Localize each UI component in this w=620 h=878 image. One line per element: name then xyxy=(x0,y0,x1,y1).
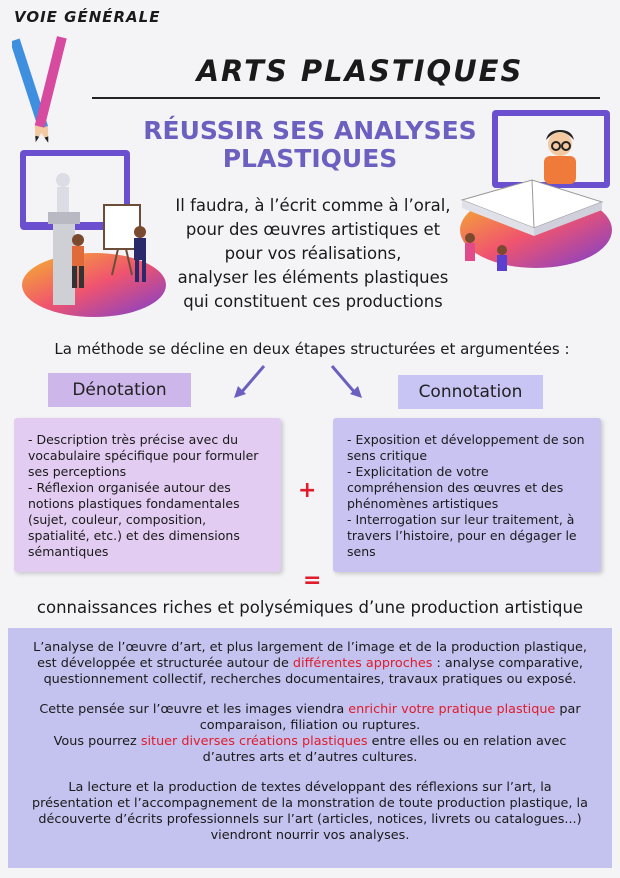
method-text: La méthode se décline en deux étapes structurées et argumentées : xyxy=(54,340,570,358)
section-tag: VOIE GÉNÉRALE xyxy=(14,8,161,26)
plus-sign: + xyxy=(298,478,317,503)
connotation-item: - Exposition et développement de son sens critique xyxy=(347,432,585,463)
pencils-illustration xyxy=(12,28,72,148)
sculpture-studio-illustration xyxy=(8,150,168,325)
intro-text xyxy=(168,194,458,314)
page-subtitle: RÉUSSIR SES ANALYSES PLASTIQUES xyxy=(143,116,477,173)
title-rule xyxy=(92,97,600,99)
details-paragraph-approaches: L’analyse de l’œuvre d’art, et plus largement de l’image et de la production plastique, est développée et structurée autour de différentes approches : analyse comparative, questionnement collectif, recherches documentaires, travaux pratiques ou exposé. xyxy=(33,640,587,687)
denotation-label: Dénotation xyxy=(48,373,191,407)
details-paragraph-texts: La lecture et la production de textes développant des réflexions sur l’art, la présentation et l’accompagnement de la monstration de toute production plastique, la découverte d’écrits professionnels sur l’art (articles, notices, livrets ou catalogues...) viendront nourrir vos analyses. xyxy=(32,780,588,843)
reader-book-illustration xyxy=(452,110,614,300)
connotation-label: Connotation xyxy=(398,375,543,409)
denotation-box xyxy=(14,418,281,572)
highlight-approaches: différentes approches xyxy=(292,656,433,671)
connotation-box xyxy=(333,418,601,572)
intro-line: pour des œuvres artistiques et xyxy=(185,220,441,239)
page-title: ARTS PLASTIQUES xyxy=(196,54,524,88)
connotation-item: - Interrogation sur leur traitement, à travers l’histoire, pour en dégager le sens xyxy=(347,512,577,559)
highlight-situate: situer diverses créations plastiques xyxy=(140,734,368,749)
branch-arrows xyxy=(228,360,368,400)
details-paragraph-situate: Vous pourrez situer diverses créations plastiques entre elles ou en relation avec d’autres arts et d’autres cultures. xyxy=(53,734,567,765)
result-text: connaissances riches et polysémiques d’une production artistique xyxy=(36,598,584,617)
equals-sign: = xyxy=(303,568,322,593)
denotation-item: - Réflexion organisée autour des notions plastiques fondamentales (sujet, couleur, composition, spatialité, etc.) et des dimensions sémantiques xyxy=(28,480,240,559)
details-paragraph-practice: Cette pensée sur l’œuvre et les images viendra enrichir votre pratique plastique par comparaison, filiation ou ruptures. xyxy=(39,702,581,733)
intro-line: Il faudra, à l’écrit comme à l’oral, xyxy=(175,196,451,215)
highlight-practice: enrichir votre pratique plastique xyxy=(348,702,556,717)
denotation-item: - Description très précise avec du vocabulaire spécifique pour formuler ses perceptions xyxy=(28,432,259,479)
intro-line: pour vos réalisations, xyxy=(224,244,402,263)
connotation-item: - Explicitation de votre compréhension des œuvres et des phénomènes artistiques xyxy=(347,464,564,511)
details-panel xyxy=(8,628,612,868)
intro-line: analyser les éléments plastiques xyxy=(177,268,449,287)
intro-line: qui constituent ces productions xyxy=(183,292,443,311)
